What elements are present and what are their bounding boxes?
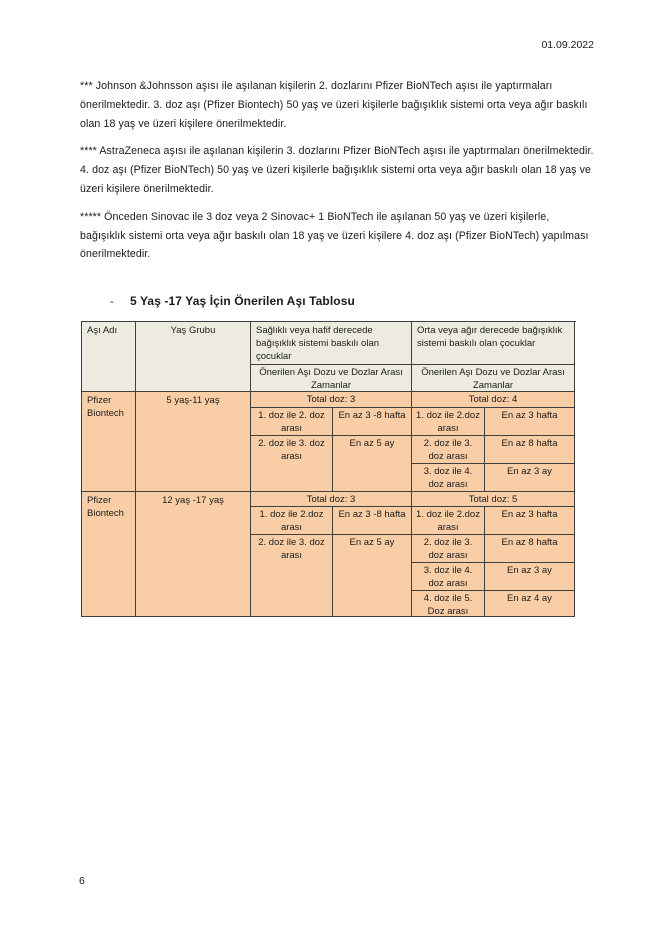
vaccine-name-cell: Pfizer Biontech	[82, 492, 136, 617]
section-title: 5 Yaş -17 Yaş İçin Önerilen Aşı Tablosu	[130, 294, 355, 309]
section-heading	[110, 294, 594, 308]
time-cell: En az 3 hafta	[485, 408, 575, 436]
interval-cell: 2. doz ile 3. doz arası	[412, 436, 485, 464]
interval-cell: 1. doz ile 2.doz arası	[251, 507, 333, 535]
footnote-paragraph-sinovac: ***** Önceden Sinovac ile 3 doz veya 2 Sinovac+ 1 BioNTech ile aşılanan 50 yaş ve üzeri kişilerle, bağışıklık sistemi orta veya ağır baskılı olan 18 yaş ve üzeri kişilere 4. doz aşı (Pfizer BioNTech) yapılması önerilmektedir.	[80, 210, 589, 261]
time-cell: En az 8 hafta	[485, 436, 575, 464]
interval-cell: 1. doz ile 2.doz arası	[412, 408, 485, 436]
time-cell: En az 5 ay	[333, 535, 412, 617]
time-cell: En az 8 hafta	[485, 535, 575, 563]
time-cell: En az 5 ay	[333, 436, 412, 492]
interval-cell: 1. doz ile 2.doz arası	[412, 507, 485, 535]
age-group-cell: 12 yaş -17 yaş	[136, 492, 251, 617]
total-dose-healthy: Total doz: 3	[251, 392, 412, 408]
header-vaccine-name: Aşı Adı	[82, 322, 136, 392]
total-dose-healthy: Total doz: 3	[251, 492, 412, 507]
document-content	[80, 77, 594, 617]
page-number: 6	[79, 875, 85, 887]
header-healthy-children: Sağlıklı veya hafif derecede bağışıklık sistemi baskılı olan çocuklar	[251, 322, 412, 365]
time-cell: En az 3 ay	[485, 464, 575, 492]
vaccine-table	[81, 321, 576, 617]
interval-cell: 3. doz ile 4. doz arası	[412, 464, 485, 492]
time-cell: En az 3 -8 hafta	[333, 507, 412, 535]
header-immunocompromised-children: Orta veya ağır derecede bağışıklık sistemi baskılı olan çocuklar	[412, 322, 575, 365]
document-date: 01.09.2022	[541, 39, 594, 51]
interval-cell: 2. doz ile 3. doz arası	[251, 535, 333, 617]
interval-cell: 2. doz ile 3. doz arası	[251, 436, 333, 492]
time-cell: En az 3 -8 hafta	[333, 408, 412, 436]
time-cell: En az 4 ay	[485, 591, 575, 617]
footnote-paragraph-johnson: *** Johnson &Johnsson aşısı ile aşılanan kişilerin 2. dozlarını Pfizer BioNTech aşısı ile yaptırmaları önerilmektedir. 3. doz aşı (Pfizer Biontech) 50 yaş ve üzeri kişilerle bağışıklık sistemi orta veya ağır baskılı olan 18 yaş ve üzeri kişilere önerilmektedir.	[80, 80, 588, 130]
time-cell: En az 3 hafta	[485, 507, 575, 535]
subheader-dose-schedule-immunocompromised: Önerilen Aşı Dozu ve Dozlar Arası Zamanlar	[412, 365, 575, 392]
age-group-cell: 5 yaş-11 yaş	[136, 392, 251, 492]
interval-cell: 4. doz ile 5. Doz arası	[412, 591, 485, 617]
vaccine-name-cell: Pfizer Biontech	[82, 392, 136, 492]
total-dose-immunocompromised: Total doz: 5	[412, 492, 575, 507]
time-cell: En az 3 ay	[485, 563, 575, 591]
interval-cell: 3. doz ile 4. doz arası	[412, 563, 485, 591]
footnote-paragraph-astrazeneca: **** AstraZeneca aşısı ile aşılanan kişilerin 3. dozlarını Pfizer BioNTech aşısı ile yaptırmaları önerilmektedir. 4. doz aşı (Pfizer BioNTech) 50 yaş ve üzeri kişilerle bağışıklık sistemi orta veya ağır baskılı olan 18 yaş ve üzeri kişilere önerilmektedir.	[80, 145, 594, 195]
header-age-group: Yaş Grubu	[136, 322, 251, 392]
list-dash: -	[110, 296, 114, 309]
interval-cell: 1. doz ile 2. doz arası	[251, 408, 333, 436]
interval-cell: 2. doz ile 3. doz arası	[412, 535, 485, 563]
subheader-dose-schedule-healthy: Önerilen Aşı Dozu ve Dozlar Arası Zamanlar	[251, 365, 412, 392]
total-dose-immunocompromised: Total doz: 4	[412, 392, 575, 408]
